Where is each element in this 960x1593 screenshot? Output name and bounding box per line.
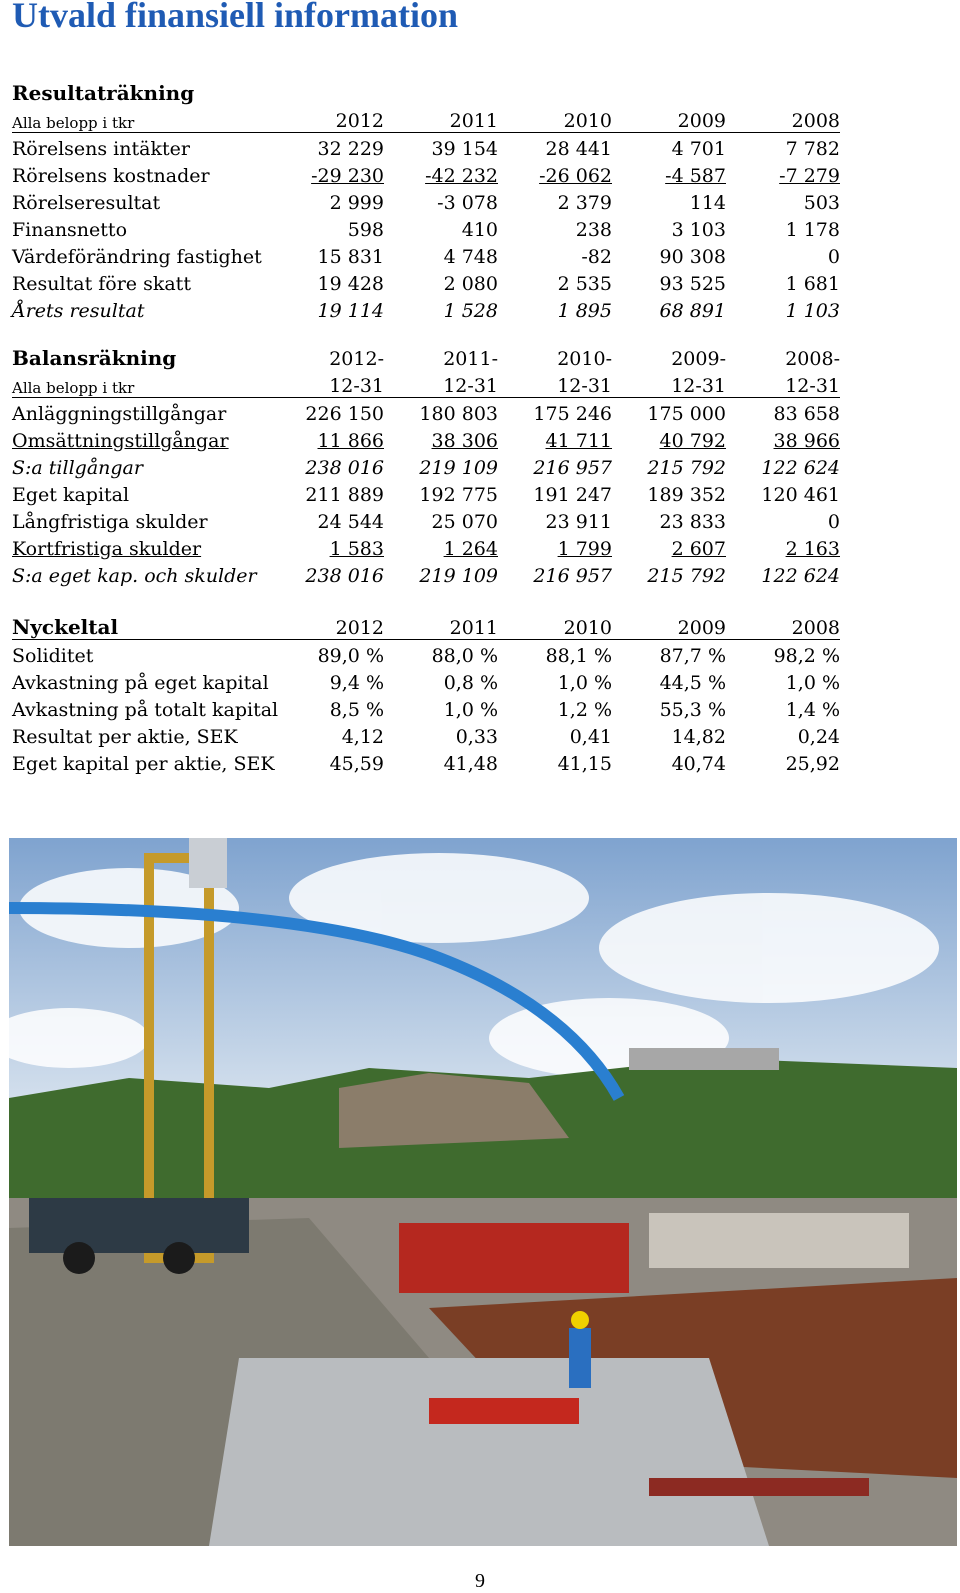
cell-value: 4 701	[671, 138, 726, 160]
income-year-row	[12, 105, 840, 133]
table-row	[12, 268, 840, 295]
year-header: 2011	[384, 612, 498, 640]
cell-value: 1,0 %	[557, 672, 612, 694]
cell-value: 0,24	[797, 726, 840, 748]
cell-value: 2 163	[785, 538, 840, 560]
cell-value: 0	[827, 511, 840, 533]
cell-value: 4,12	[341, 726, 384, 748]
cell-value: 2 080	[443, 273, 498, 295]
cell-value: 180 803	[419, 403, 498, 425]
year-header: 2012	[270, 105, 384, 133]
table-row	[12, 133, 840, 161]
cell-value: -4 587	[665, 165, 726, 187]
row-label: Omsättningstillgångar	[12, 430, 229, 452]
cell-value: 93 525	[659, 273, 726, 295]
cell-value: 90 308	[659, 246, 726, 268]
row-label: Långfristiga skulder	[12, 511, 208, 533]
income-statement-table	[12, 78, 840, 322]
year-header: 2009-	[671, 348, 726, 370]
cell-value: 0,41	[569, 726, 612, 748]
cell-value: 68 891	[659, 300, 726, 322]
building-distant	[629, 1048, 779, 1070]
cell-value: 19 428	[317, 273, 384, 295]
table-row	[12, 479, 840, 506]
red-barrier	[429, 1398, 579, 1424]
year-header: 2008	[726, 612, 840, 640]
cell-value: 211 889	[305, 484, 384, 506]
table-row	[12, 398, 840, 426]
cell-value: 1 895	[557, 300, 612, 322]
cell-value: 238 016	[305, 565, 384, 587]
cell-value: 23 911	[545, 511, 612, 533]
cell-value: 4 748	[443, 246, 498, 268]
cell-value: 40,74	[671, 753, 726, 775]
table-row	[12, 533, 840, 560]
cell-value: 410	[461, 219, 498, 241]
cell-value: 503	[803, 192, 840, 214]
page-title: Utvald finansiell information	[12, 0, 459, 35]
cell-value: 0,33	[455, 726, 498, 748]
table-row	[12, 160, 840, 187]
row-label: Rörelsens kostnader	[12, 165, 210, 187]
ratios-heading-row	[12, 612, 840, 640]
cell-value: 0	[827, 246, 840, 268]
row-label: Årets resultat	[12, 300, 145, 322]
cell-value: 1,0 %	[443, 699, 498, 721]
cell-value: 215 792	[647, 565, 726, 587]
row-label: Kortfristiga skulder	[12, 538, 202, 560]
row-label: Avkastning på totalt kapital	[12, 699, 279, 721]
cell-value: 55,3 %	[659, 699, 726, 721]
row-label: Finansnetto	[12, 219, 128, 241]
red-formwork	[399, 1223, 629, 1293]
crane-cab	[189, 838, 227, 888]
cell-value: 25,92	[785, 753, 840, 775]
cell-value: 83 658	[773, 403, 840, 425]
income-heading-row	[12, 78, 840, 105]
date-header: 12-31	[726, 370, 840, 398]
year-header: 2009	[612, 105, 726, 133]
cell-value: 98,2 %	[773, 645, 840, 667]
cell-value: 88,0 %	[431, 645, 498, 667]
table-row-total	[12, 560, 840, 587]
cell-value: 1 528	[443, 300, 498, 322]
year-header: 2008	[726, 105, 840, 133]
cell-value: 120 461	[761, 484, 840, 506]
cell-value: 238 016	[305, 457, 384, 479]
cell-value: 41,15	[557, 753, 612, 775]
cell-value: 219 109	[419, 457, 498, 479]
cell-value: 216 957	[533, 457, 612, 479]
cell-value: 1 103	[785, 300, 840, 322]
table-row-total	[12, 452, 840, 479]
table-row	[12, 241, 840, 268]
balance-unit-label: Alla belopp i tkr	[12, 370, 270, 398]
year-header: 2012-	[329, 348, 384, 370]
date-header: 12-31	[612, 370, 726, 398]
cell-value: 23 833	[659, 511, 726, 533]
cell-value: 1,2 %	[557, 699, 612, 721]
balance-heading-row	[12, 343, 840, 370]
cell-value: 45,59	[329, 753, 384, 775]
row-label: Rörelsens intäkter	[12, 138, 190, 160]
worker-helmet	[571, 1311, 589, 1329]
cell-value: 15 831	[317, 246, 384, 268]
cell-value: 3 103	[671, 219, 726, 241]
cell-value: 41 711	[545, 430, 612, 452]
truck-wheel	[163, 1242, 195, 1274]
construction-site-photo	[9, 838, 957, 1546]
income-heading: Resultaträkning	[12, 81, 195, 105]
cell-value: 1 799	[557, 538, 612, 560]
cell-value: 40 792	[659, 430, 726, 452]
year-header: 2011	[384, 105, 498, 133]
cell-value: 122 624	[761, 565, 840, 587]
year-header: 2010-	[557, 348, 612, 370]
row-label: Värdeförändring fastighet	[12, 246, 262, 268]
row-label: Eget kapital per aktie, SEK	[12, 753, 275, 775]
cell-value: 88,1 %	[545, 645, 612, 667]
date-header: 12-31	[270, 370, 384, 398]
cell-value: 8,5 %	[329, 699, 384, 721]
year-header: 2008-	[785, 348, 840, 370]
table-row	[12, 214, 840, 241]
cell-value: 1 264	[443, 538, 498, 560]
income-unit-label: Alla belopp i tkr	[12, 105, 270, 133]
construction-illustration	[9, 838, 957, 1546]
table-row	[12, 640, 840, 668]
balance-sheet-table	[12, 343, 840, 587]
date-header: 12-31	[498, 370, 612, 398]
row-label: S:a tillgångar	[12, 457, 143, 479]
cell-value: 39 154	[431, 138, 498, 160]
cell-value: 1 583	[329, 538, 384, 560]
cell-value: 7 782	[785, 138, 840, 160]
truck-wheel	[63, 1242, 95, 1274]
row-label: Soliditet	[12, 645, 94, 667]
year-header: 2011-	[443, 348, 498, 370]
table-row	[12, 721, 840, 748]
row-label: S:a eget kap. och skulder	[12, 565, 257, 587]
ratios-heading: Nyckeltal	[12, 612, 270, 640]
worker-figure	[569, 1328, 591, 1388]
row-label: Anläggningstillgångar	[12, 403, 227, 425]
cell-value: 14,82	[671, 726, 726, 748]
table-row	[12, 506, 840, 533]
year-header: 2012	[270, 612, 384, 640]
cell-value: 1 681	[785, 273, 840, 295]
row-label: Eget kapital	[12, 484, 130, 506]
row-label: Avkastning på eget kapital	[12, 672, 269, 694]
year-header: 2009	[612, 612, 726, 640]
cell-value: 2 535	[557, 273, 612, 295]
key-ratios-table	[12, 612, 840, 775]
table-row-total	[12, 295, 840, 322]
concrete-wall	[649, 1213, 909, 1268]
cell-value: 216 957	[533, 565, 612, 587]
cell-value: 191 247	[533, 484, 612, 506]
cell-value: 192 775	[419, 484, 498, 506]
cell-value: 2 607	[671, 538, 726, 560]
cell-value: -29 230	[311, 165, 384, 187]
cell-value: 28 441	[545, 138, 612, 160]
cell-value: 41,48	[443, 753, 498, 775]
year-header: 2010	[498, 105, 612, 133]
cell-value: 1,0 %	[785, 672, 840, 694]
cell-value: 32 229	[317, 138, 384, 160]
cell-value: 25 070	[431, 511, 498, 533]
date-header: 12-31	[384, 370, 498, 398]
cell-value: 226 150	[305, 403, 384, 425]
row-label: Resultat per aktie, SEK	[12, 726, 238, 748]
cell-value: 9,4 %	[329, 672, 384, 694]
cell-value: 189 352	[647, 484, 726, 506]
cell-value: 11 866	[317, 430, 384, 452]
crane-truck	[29, 1198, 249, 1253]
balance-year-row	[12, 370, 840, 398]
cell-value: -7 279	[779, 165, 840, 187]
cell-value: 44,5 %	[659, 672, 726, 694]
concrete-slab	[209, 1358, 769, 1546]
cell-value: 24 544	[317, 511, 384, 533]
steel-beams	[649, 1478, 869, 1496]
year-header: 2010	[498, 612, 612, 640]
cell-value: 2 379	[557, 192, 612, 214]
table-row	[12, 667, 840, 694]
cell-value: -3 078	[437, 192, 498, 214]
cell-value: 89,0 %	[317, 645, 384, 667]
page-number: 9	[475, 1570, 485, 1592]
cell-value: 122 624	[761, 457, 840, 479]
cell-value: 598	[347, 219, 384, 241]
table-row	[12, 694, 840, 721]
cell-value: 19 114	[317, 300, 384, 322]
cell-value: 38 966	[773, 430, 840, 452]
cell-value: -26 062	[539, 165, 612, 187]
cell-value: 114	[689, 192, 726, 214]
cell-value: 175 000	[647, 403, 726, 425]
row-label: Resultat före skatt	[12, 273, 191, 295]
cell-value: 238	[575, 219, 612, 241]
cell-value: 2 999	[329, 192, 384, 214]
cell-value: 219 109	[419, 565, 498, 587]
cell-value: 215 792	[647, 457, 726, 479]
table-row	[12, 748, 840, 775]
balance-heading: Balansräkning	[12, 346, 177, 370]
cell-value: 1 178	[785, 219, 840, 241]
cell-value: -82	[581, 246, 612, 268]
cell-value: 38 306	[431, 430, 498, 452]
table-row	[12, 425, 840, 452]
row-label: Rörelseresultat	[12, 192, 161, 214]
cell-value: 87,7 %	[659, 645, 726, 667]
cell-value: 0,8 %	[443, 672, 498, 694]
cell-value: 175 246	[533, 403, 612, 425]
cell-value: 1,4 %	[785, 699, 840, 721]
cell-value: -42 232	[425, 165, 498, 187]
table-row	[12, 187, 840, 214]
